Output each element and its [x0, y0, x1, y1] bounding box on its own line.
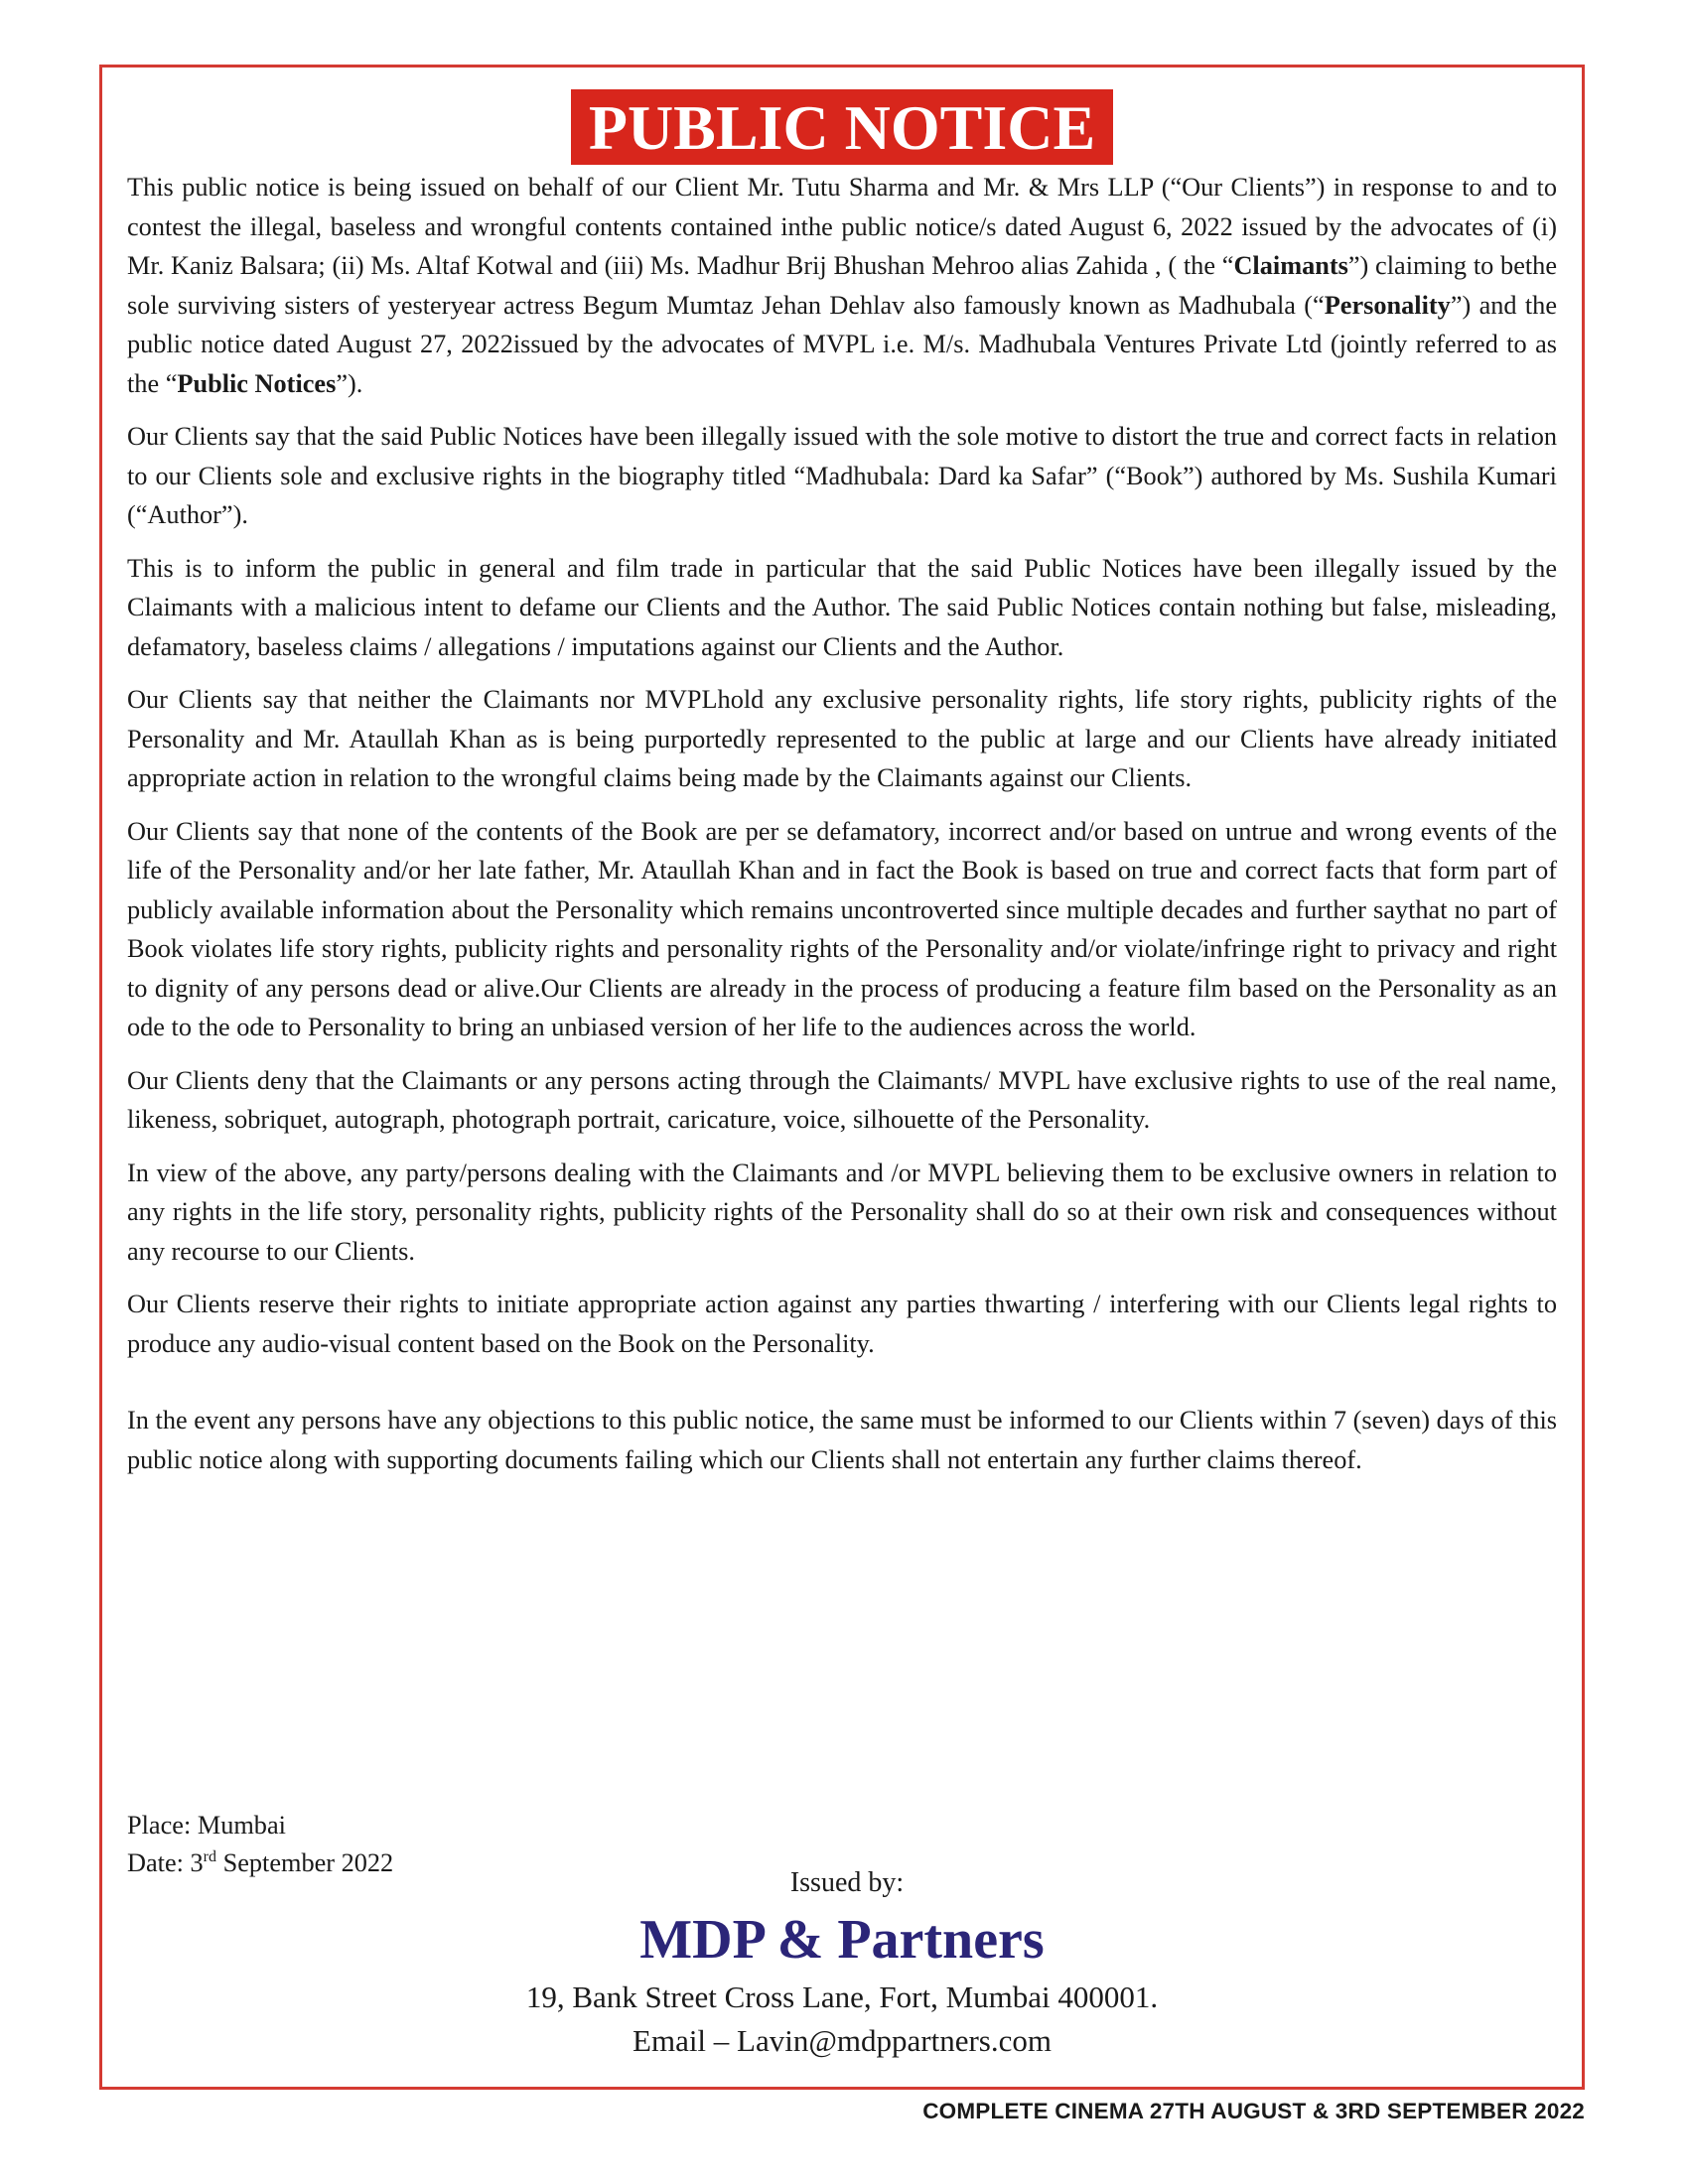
- paragraph-2: Our Clients say that the said Public Notices have been illegally issued with the sole motive to distort the true and correct facts in relation to our Clients sole and exclusive rights in the biography titled “Madhubala: Dard ka Safar” (“Book”) authored by Ms. Sushila Kumari (“Author”).: [127, 422, 1557, 529]
- notice-frame: [99, 65, 1585, 2090]
- paragraph-7: In view of the above, any party/persons dealing with the Claimants and /or MVPL believing them to be exclusive owners in relation to any rights in the life story, personality rights, publicity rights of the Personality shall do so at their own risk and consequences without any recourse to our Clients.: [127, 1158, 1557, 1266]
- date-prefix: Date: 3: [127, 1848, 204, 1877]
- publication-footer: COMPLETE CINEMA 27TH AUGUST & 3RD SEPTEMBER 2022: [922, 2099, 1585, 2123]
- notice-title: PUBLIC NOTICE: [571, 89, 1113, 165]
- paragraph-8: Our Clients reserve their rights to initiate appropriate action against any parties thwarting / interfering with our Clients legal rights to produce any audio-visual content based on the Book on the Personality.: [127, 1290, 1557, 1358]
- firm-address: 19, Bank Street Cross Lane, Fort, Mumbai 400001.: [525, 1979, 1159, 2014]
- paragraph-5: Our Clients say that none of the contents of the Book are per se defamatory, incorrect and/or based on untrue and wrong events of the life of the Personality and/or her late father, Mr. Ataullah Khan and in fact the Book is based on true and correct facts that form part of publicly available information about the Personality which remains uncontroverted since multiple decades and further saythat no part of Book violates life story rights, publicity rights and personality rights of the Personality and/or violate/infringe right to privacy and right to dignity of any persons dead or alive.Our Clients are already in the process of producing a feature film based on the Personality as an ode to the ode to Personality to bring an unbiased version of her life to the audiences across the world.: [127, 816, 1557, 1041]
- paragraph-3: This is to inform the public in general and film trade in particular that the said Public Notices have been illegally issued by the Claimants with a malicious intent to defame our Clients and the Author. The said Public Notices contain nothing but false, misleading, defamatory, baseless claims / allegations / imputations against our Clients and the Author.: [127, 553, 1557, 661]
- issuer-block: [102, 1864, 1582, 2063]
- firm-name: MDP & Partners: [639, 1909, 1045, 1971]
- claimants-term: Claimants: [1233, 251, 1348, 280]
- p1-text-e: ”).: [336, 368, 363, 398]
- public-notices-term: Public Notices: [177, 368, 337, 398]
- p1-text-d: ”) and the public notice dated August 27, 2022issued by the advocates of MVPL i.e. M/s. Madhubala Ventures Private Ltd (jointly referred to as the “: [127, 290, 1557, 398]
- paragraph-4: Our Clients say that neither the Claimants nor MVPLhold any exclusive personality rights, life story rights, publicity rights of the Personality and Mr. Ataullah Khan as is being purportedly represented to the public at large and our Clients have already initiated appropriate action in relation to the wrongful claims being made by the Claimants against our Clients.: [127, 685, 1557, 792]
- p1-text-c: ”) claiming to bethe sole surviving sisters of yesteryear actress Begum Mumtaz Jehan Dehlav also famously known as Madhubala (“: [127, 251, 1557, 320]
- date-ordinal: rd: [203, 1848, 216, 1866]
- title-wrap: [102, 89, 1582, 165]
- paragraph-1: [127, 168, 1557, 403]
- notice-body: [127, 168, 1557, 1493]
- date-suffix: September 2022: [216, 1848, 394, 1877]
- paragraph-9: In the event any persons have any objections to this public notice, the same must be informed to our Clients within 7 (seven) days of this public notice along with supporting documents failing which our Clients shall not entertain any further claims thereof.: [127, 1406, 1557, 1474]
- personality-term: Personality: [1324, 290, 1451, 320]
- paragraph-6: Our Clients deny that the Claimants or any persons acting through the Claimants/ MVPL have exclusive rights to use of the real name, likeness, sobriquet, autograph, photograph portrait, caricature, voice, silhouette of the Personality.: [127, 1065, 1557, 1134]
- p1-text-a: This public notice is being issued on behalf of our Client Mr. Tutu Sharma and Mr. & Mrs LLP (“Our Clients”) in response to and to contest the illegal, baseless and wrongful contents contained inthe public notice/s dated August 6, 2022 issued by the advocates of (i) Mr. Kaniz Balsara; (ii) Ms. Altaf Kotwal and (iii) Ms. Madhur Brij Bhushan Mehroo alias Zahida , ( the “: [127, 173, 1557, 280]
- issued-by-label: Issued by:: [789, 1867, 905, 1898]
- firm-email: Email – Lavin@mdppartners.com: [633, 2023, 1052, 2058]
- place-line: Place: Mumbai: [127, 1811, 286, 1840]
